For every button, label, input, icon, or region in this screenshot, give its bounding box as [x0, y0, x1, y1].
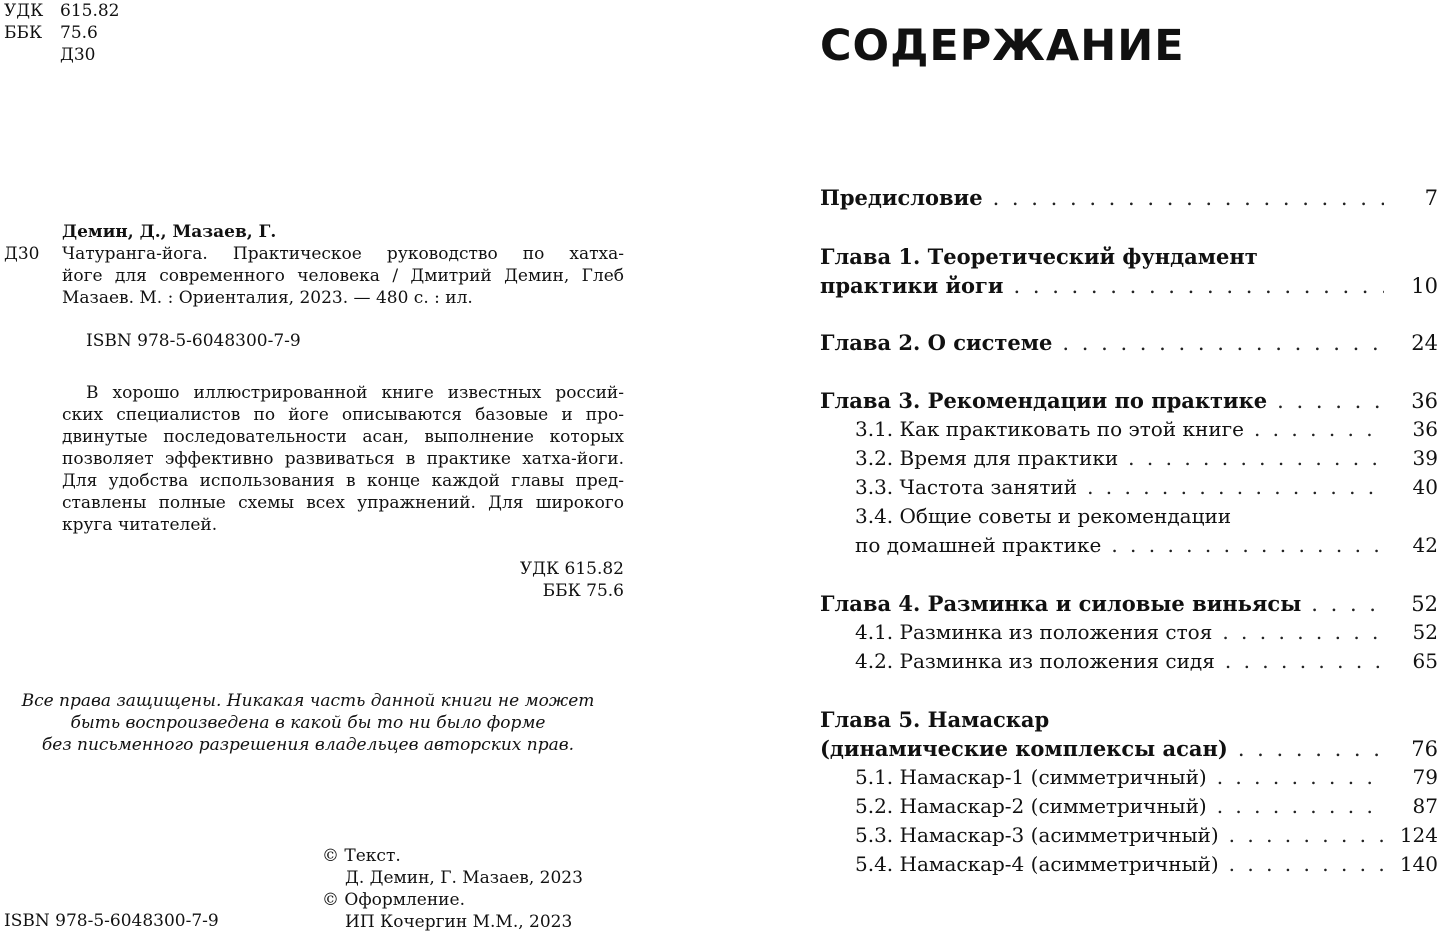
- toc-page-number: 76: [1411, 737, 1438, 761]
- dot-leader: [1217, 792, 1384, 821]
- copyright-line: Д. Демин, Г. Мазаев, 2023: [345, 868, 583, 888]
- toc-entry-title: 5.1. Намаскар-1 (симметричный): [855, 765, 1207, 789]
- toc-entry-title: 5.3. Намаскар-3 (асимметричный): [855, 823, 1219, 847]
- dot-leader: [1222, 618, 1384, 647]
- copyright-block: [322, 845, 583, 933]
- toc-entry-title: 5.4. Намаскар-4 (асимметричный): [855, 852, 1219, 876]
- toc-page-number: 79: [1412, 765, 1438, 789]
- toc-page-number: 65: [1412, 649, 1438, 673]
- toc-entry-title: 4.2. Разминка из положения сидя: [855, 649, 1215, 673]
- classification-row: [4, 22, 120, 44]
- toc-page-number: 40: [1412, 475, 1438, 499]
- dot-leader: [1128, 444, 1384, 473]
- classification-row: [4, 0, 120, 22]
- toc-entry-title: Глава 5. Намаскар: [820, 707, 1050, 732]
- classification-value: 75.6: [60, 23, 98, 43]
- toc-entry-title: Глава 2. О системе: [820, 330, 1053, 355]
- toc-entry-title: Глава 3. Рекомендации по практике: [820, 388, 1268, 413]
- toc-entry-title: 3.4. Общие советы и рекомендации: [855, 504, 1232, 528]
- author-mark: Д30: [4, 244, 40, 264]
- isbn-bottom: ISBN 978-5-6048300-7-9: [4, 911, 219, 931]
- dot-leader: [1225, 647, 1384, 676]
- rights-notice: [10, 690, 606, 756]
- annotation-line: ставлены полные схемы всех упражнений. Для широкого: [62, 493, 624, 513]
- toc-entry-title: Глава 1. Теоретический фундамент: [820, 244, 1258, 269]
- copyright-line: ИП Кочергин М.М., 2023: [345, 912, 573, 932]
- toc-entry-section[interactable]: [820, 850, 1438, 879]
- toc-entry-title: Предисловие: [820, 185, 983, 210]
- authors-heading: Демин, Д., Мазаев, Г.: [62, 222, 277, 242]
- bib-line: йоге для современного человека / Дмитрий Демин, Глеб: [62, 266, 624, 286]
- classification-codes: [4, 0, 120, 66]
- toc-entry-title: (динамические комплексы асан): [820, 736, 1228, 761]
- toc-entry-title: 3.3. Частота занятий: [855, 475, 1078, 499]
- copyright-line: © Текст.: [322, 846, 401, 866]
- rights-line: Все права защищены. Никакая часть данной книги не может: [21, 691, 595, 711]
- toc-page-number: 36: [1412, 417, 1438, 441]
- dot-leader: [1277, 387, 1384, 416]
- toc-entry-chapter[interactable]: [820, 386, 1438, 415]
- toc-entry-title: практики йоги: [820, 273, 1004, 298]
- rights-line: быть воспроизведена в какой бы то ни было форме: [70, 713, 546, 733]
- dot-leader: [1014, 272, 1385, 301]
- classification-key: ББК: [4, 23, 43, 43]
- udk-bbk-block: [440, 558, 624, 602]
- dot-leader: [1229, 850, 1384, 879]
- toc-entry-section[interactable]: [820, 618, 1438, 647]
- toc-page-number: 52: [1412, 620, 1438, 644]
- toc-entry-chapter[interactable]: [820, 328, 1438, 357]
- toc-entry-title: 4.1. Разминка из положения стоя: [855, 620, 1213, 644]
- toc-entry-section[interactable]: [820, 763, 1438, 792]
- annotation-line: круга читателей.: [62, 515, 218, 535]
- dot-leader: [1311, 590, 1384, 619]
- toc-entry-chapter[interactable]: [820, 183, 1438, 212]
- dot-leader: [1111, 531, 1384, 560]
- toc-entry-section[interactable]: [820, 415, 1438, 444]
- toc-entry-title: 3.1. Как практиковать по этой книге: [855, 417, 1244, 441]
- toc-page-number: 140: [1399, 852, 1438, 876]
- toc-entry-chapter[interactable]: [820, 589, 1438, 618]
- annotation-line: позволяет эффективно развиваться в практике хатха-йоги.: [62, 449, 624, 469]
- toc-page-number: 24: [1411, 331, 1438, 355]
- dot-leader: [1238, 735, 1384, 764]
- classification-key: [4, 44, 60, 66]
- dot-leader: [1087, 473, 1384, 502]
- toc-page-number: 36: [1411, 389, 1438, 413]
- annotation-line: В хорошо иллюстрированной книге известных россий-: [86, 383, 624, 403]
- toc-entry-title: Глава 4. Разминка и силовые виньясы: [820, 591, 1302, 616]
- annotation-line: ских специалистов по йоге описываются базовые и про-: [62, 405, 624, 425]
- toc-entry-chapter[interactable]: [820, 242, 1438, 300]
- toc-entry-section[interactable]: [820, 821, 1438, 850]
- toc-entry-section[interactable]: [820, 792, 1438, 821]
- dot-leader: [1062, 329, 1384, 358]
- toc-entry-title: 5.2. Намаскар-2 (симметричный): [855, 794, 1207, 818]
- isbn-main: ISBN 978-5-6048300-7-9: [86, 331, 301, 351]
- toc-entry-title: 3.2. Время для практики: [855, 446, 1119, 470]
- bbk-code: ББК 75.6: [542, 581, 624, 601]
- annotation-line: Для удобства использования в конце каждой главы пред-: [62, 471, 624, 491]
- toc-page-number: 10: [1411, 274, 1438, 298]
- dot-leader: [1217, 763, 1384, 792]
- classification-value: Д30: [60, 45, 96, 65]
- toc-page-number: 52: [1411, 592, 1438, 616]
- udk-code: УДК 615.82: [519, 559, 624, 579]
- toc-page-number: 87: [1412, 794, 1438, 818]
- toc-page-number: 42: [1412, 533, 1438, 557]
- bib-line: Мазаев. М. : Ориенталия, 2023. — 480 с. : ил.: [62, 288, 473, 308]
- dot-leader: [993, 184, 1384, 213]
- toc-entry-title: по домашней практике: [855, 533, 1102, 557]
- classification-row: [4, 44, 120, 66]
- dot-leader: [1254, 415, 1384, 444]
- toc-entry-section[interactable]: [820, 647, 1438, 676]
- classification-value: 615.82: [60, 1, 120, 21]
- dot-leader: [1229, 821, 1384, 850]
- annotation: [62, 382, 624, 536]
- copyright-line: © Оформление.: [322, 890, 465, 910]
- bib-line: Чатуранга-йога. Практическое руководство по хатха-: [62, 244, 624, 264]
- bibliographic-description: [62, 243, 624, 309]
- classification-key: УДК: [4, 1, 44, 21]
- rights-line: без письменного разрешения владельцев авторских прав.: [41, 735, 575, 755]
- toc-title: СОДЕРЖАНИЕ: [820, 21, 1185, 71]
- toc-page-number: 124: [1399, 823, 1438, 847]
- toc-entry-chapter[interactable]: [820, 705, 1438, 763]
- toc-page-number: 39: [1412, 446, 1438, 470]
- toc-entry-section[interactable]: [820, 444, 1438, 473]
- annotation-line: двинутые последовательности асан, выполнение которых: [62, 427, 624, 447]
- toc-entry-section[interactable]: [820, 473, 1438, 502]
- toc-entry-section[interactable]: [820, 502, 1438, 560]
- toc-page-number: 7: [1424, 186, 1438, 210]
